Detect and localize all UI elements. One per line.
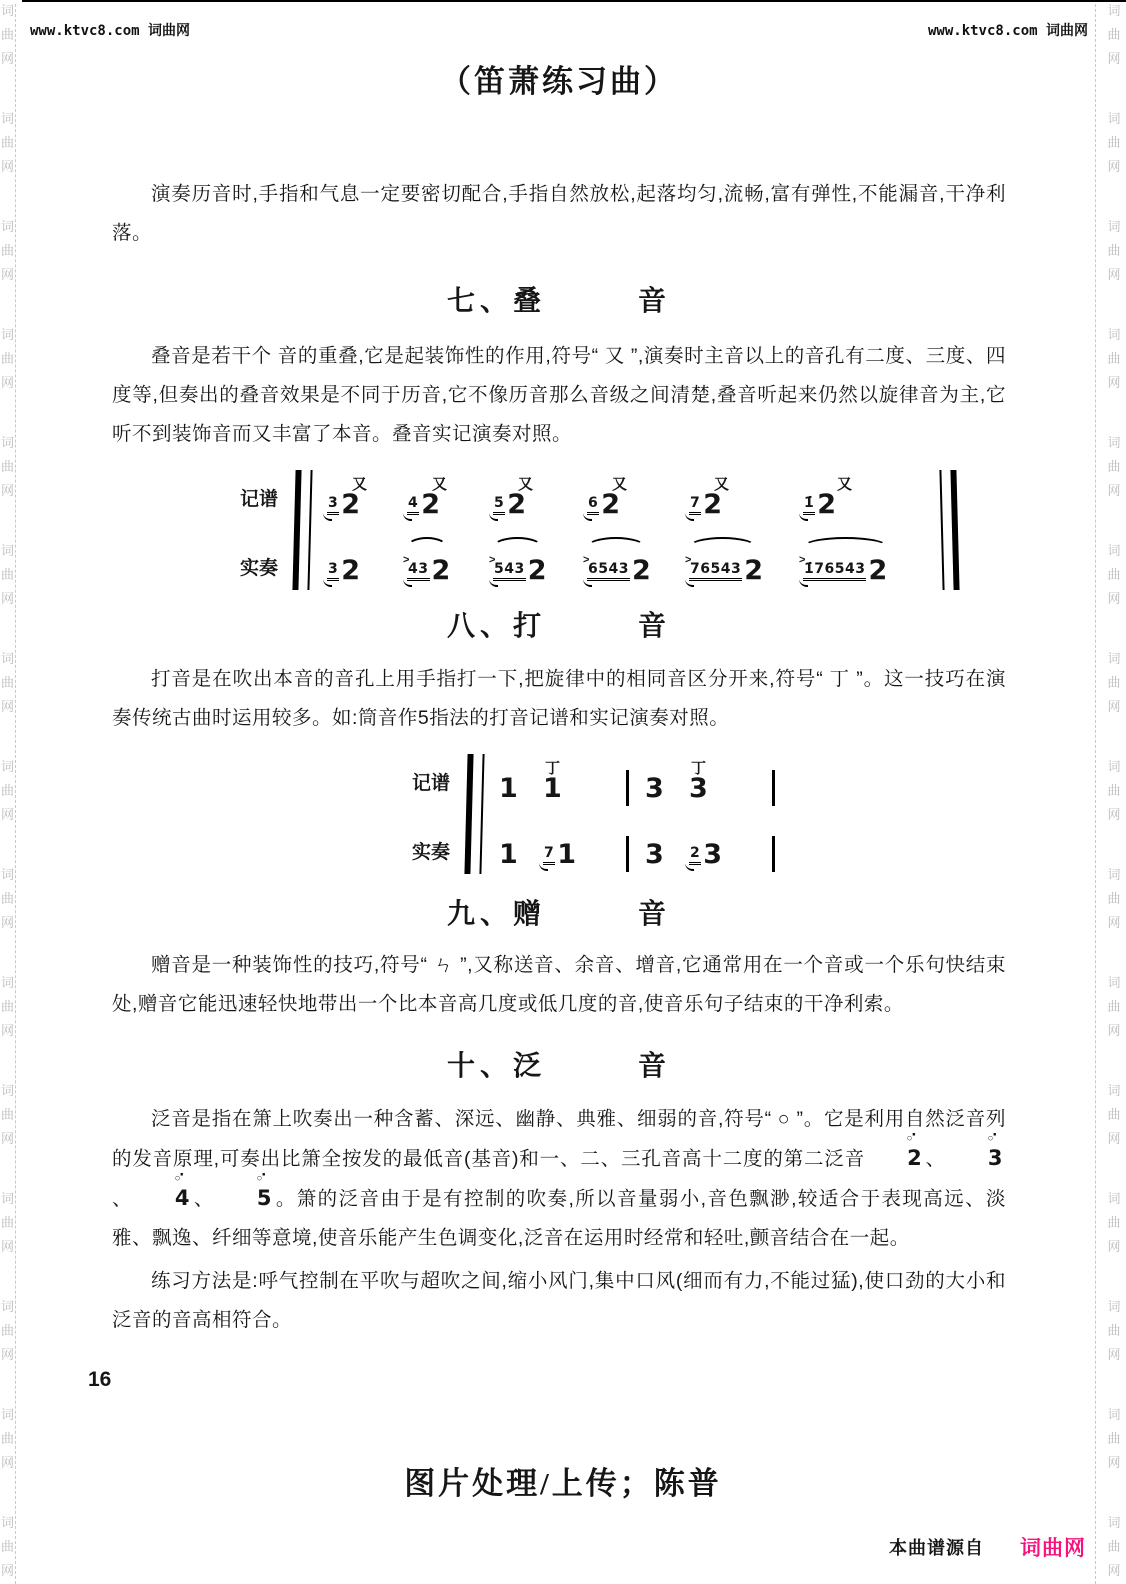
watermark-char: 曲	[1107, 1323, 1121, 1338]
grace-notes: 543	[493, 561, 526, 581]
main-note: 2	[431, 555, 451, 586]
main-note: 3	[645, 839, 664, 870]
main-note: 2	[341, 555, 361, 586]
notation-cell	[645, 754, 689, 808]
closing-bracket	[939, 470, 959, 590]
heading-dayin	[112, 604, 1006, 644]
figure-row-labels	[240, 470, 294, 590]
page-title: （笛萧练习曲）	[440, 64, 678, 99]
watermark-char: 词	[0, 867, 14, 882]
watermark-char: 词	[1107, 327, 1121, 342]
notation-cell	[403, 536, 496, 590]
watermark-char: 曲	[1107, 1107, 1121, 1122]
slur-arc	[803, 537, 888, 556]
watermark-char: 网	[1107, 375, 1121, 390]
grace-notes: 3	[327, 495, 339, 515]
ornament-mark: 又	[432, 476, 448, 493]
watermark-char: 词	[1107, 435, 1121, 450]
watermark-char: 曲	[1107, 27, 1121, 42]
note-separator: 、	[193, 1188, 215, 1210]
watermark-char: 网	[1107, 1131, 1121, 1146]
slur-arc	[689, 537, 756, 556]
notation-cell	[645, 820, 689, 874]
watermark-char: 网	[0, 375, 14, 390]
harmonic-circle-mark: ○	[906, 1131, 913, 1144]
slur-arc	[587, 537, 645, 556]
page-number: 16	[88, 1368, 112, 1391]
overtone-note-number: 5	[256, 1186, 272, 1210]
watermark-char: 词	[1107, 1083, 1121, 1098]
watermark-char: 曲	[1107, 783, 1121, 798]
ornament-mark: 丁	[545, 760, 561, 777]
watermark-char: 曲	[0, 135, 14, 150]
main-note: 2	[527, 555, 547, 586]
heading-zengyin-left: 九、赠	[446, 898, 546, 929]
watermark-char: 词	[1107, 4, 1121, 18]
notation-cell	[407, 470, 493, 524]
overtone-note-number: 4	[174, 1186, 191, 1210]
watermark-char: 网	[0, 807, 14, 822]
grace-notes: 3	[327, 561, 339, 581]
notation-cell	[803, 470, 929, 524]
paragraph-intro: 演奏历音时,手指和气息一定要密切配合,手指自然放松,起落均匀,流畅,富有弹性,不能漏音,干净利落。	[112, 183, 1006, 244]
heading-fanyin-left: 十、泛	[446, 1050, 546, 1081]
watermark-char: 网	[1107, 1563, 1121, 1578]
label-shizou: 实奏	[240, 558, 279, 579]
watermark-char: 网	[1107, 1455, 1121, 1470]
opening-bracket	[464, 754, 484, 874]
watermark-char: 网	[0, 1563, 14, 1578]
watermark-char: 词	[0, 4, 14, 18]
watermark-char: 曲	[0, 1107, 14, 1122]
watermark-char: 曲	[1107, 1431, 1121, 1446]
main-note: 2	[507, 489, 527, 520]
overtone-note	[949, 1125, 1003, 1179]
watermark-char: 网	[0, 51, 14, 66]
watermark-char: 网	[0, 591, 14, 606]
accent-mark: >	[685, 554, 692, 566]
grace-notes: 1̇	[803, 495, 815, 515]
watermark-char: 曲	[0, 351, 14, 366]
main-note: 1	[543, 773, 562, 804]
upload-credit: 图片处理/上传；陈普	[404, 1466, 722, 1501]
watermark-char: 曲	[0, 567, 14, 582]
watermark-char: 词	[0, 1191, 14, 1206]
overtone-note	[218, 1165, 272, 1219]
ornament-mark: 又	[518, 476, 534, 493]
watermark-char: 词	[0, 219, 14, 234]
watermark-char: 曲	[0, 675, 14, 690]
main-note: 3	[689, 773, 708, 804]
watermark-char: 词	[0, 435, 14, 450]
main-note: 2	[868, 555, 888, 586]
barline	[626, 770, 629, 806]
grace-notes: 43	[407, 561, 429, 581]
label-shizou: 实奏	[412, 842, 451, 863]
overtone-note-number: 2	[907, 1146, 923, 1170]
watermark-char: 曲	[0, 1215, 14, 1230]
watermark-char: 网	[1107, 1239, 1121, 1254]
notation-cell	[799, 536, 929, 590]
watermark-char: 词	[0, 759, 14, 774]
page-header	[30, 20, 1088, 40]
paragraph-dieyin: 叠音是若干个 音的重叠,它是起装饰性的作用,符号“ 又 ”,演奏时主音以上的音孔有二度、三度、四度等,但奏出的叠音效果是不同于历音,它不像历音那么音级之间清楚,叠音听起来仍然以旋律音为主,它听不到装饰音而又丰富了本音。叠音实记演奏对照。	[112, 345, 1006, 445]
watermark-char: 词	[1107, 651, 1121, 666]
notation-cell	[499, 820, 543, 874]
watermark-char: 曲	[0, 1323, 14, 1338]
heading-dieyin-right: 音	[638, 285, 672, 316]
heading-dayin-right: 音	[638, 610, 672, 641]
grace-notes: 1̇76543	[803, 561, 866, 581]
main-note: 2	[601, 489, 621, 520]
watermark-char: 词	[1107, 219, 1121, 234]
watermark-char: 词	[0, 651, 14, 666]
watermark-char: 曲	[0, 1539, 14, 1554]
ornament-mark: 又	[714, 476, 730, 493]
watermark-char: 词	[1107, 1515, 1121, 1530]
main-note: 2	[421, 489, 441, 520]
watermark-char: 曲	[1107, 675, 1121, 690]
paragraph-zengyin: 赠音是一种装饰性的技巧,符号“ ㄣ ”,又称送音、余音、增音,它通常用在一个音或一个乐句快结束处,赠音它能迅速轻快地带出一个比本音高几度或低几度的音,使音乐句子结束的干净利索。	[112, 954, 1006, 1015]
heading-dieyin	[112, 279, 1006, 319]
watermark-char: 词	[1107, 759, 1121, 774]
accent-mark: >	[489, 554, 496, 566]
watermark-char: 网	[1107, 1347, 1121, 1362]
watermark-char: 网	[0, 1131, 14, 1146]
note-separator: 、	[112, 1188, 133, 1210]
watermark-char: 词	[0, 1407, 14, 1422]
watermark-char: 网	[1107, 807, 1121, 822]
watermark-char: 曲	[0, 999, 14, 1014]
watermark-char: 曲	[1107, 135, 1121, 150]
slur-arc	[407, 537, 447, 556]
main-note: 3	[645, 773, 664, 804]
octave-dot-mark: ·	[179, 1165, 186, 1184]
heading-zengyin-right: 音	[638, 898, 672, 929]
notation-cell	[685, 536, 806, 590]
grace-notes: 4	[407, 495, 419, 515]
heading-dayin-left: 八、打	[446, 610, 546, 641]
harmonic-circle-mark: ○	[174, 1171, 181, 1184]
grace-notes: 6	[587, 495, 599, 515]
watermark-char: 网	[1107, 267, 1121, 282]
scan-edge-line	[22, 0, 1126, 2]
watermark-char: 网	[0, 267, 14, 282]
main-note: 1	[499, 773, 518, 804]
watermark-char: 曲	[1107, 459, 1121, 474]
heading-fanyin	[112, 1044, 1006, 1084]
watermark-char: 网	[1107, 51, 1121, 66]
watermark-char: 曲	[0, 27, 14, 42]
heading-fanyin-right: 音	[638, 1050, 672, 1081]
figure-row-labels	[412, 754, 466, 874]
notation-grid	[499, 754, 791, 874]
site-logo: 词曲网	[1020, 1537, 1086, 1560]
watermark-char: 词	[1107, 1191, 1121, 1206]
watermark-char: 词	[0, 1083, 14, 1098]
octave-dot-mark: ·	[911, 1125, 918, 1144]
barline	[626, 836, 629, 872]
watermark-char: 网	[0, 1347, 14, 1362]
watermark-char: 词	[1107, 1299, 1121, 1314]
notation-cell	[689, 754, 755, 808]
overtone-note-number: 3	[987, 1146, 1003, 1170]
main-note: 1	[557, 839, 577, 870]
header-site-url-left: www.ktvc8.com 词曲网	[30, 23, 191, 39]
barline	[772, 836, 775, 872]
overtone-note	[136, 1165, 191, 1219]
watermark-char: 网	[1107, 591, 1121, 606]
ornament-mark: 又	[352, 476, 368, 493]
watermark-char: 网	[0, 1455, 14, 1470]
watermark-char: 曲	[0, 243, 14, 258]
main-note: 2	[744, 555, 764, 586]
footer-source	[889, 1532, 1086, 1562]
label-jipu: 记谱	[412, 773, 451, 794]
watermark-char: 曲	[1107, 1215, 1121, 1230]
watermark-char: 词	[1107, 1407, 1121, 1422]
watermark-char: 网	[0, 159, 14, 174]
grace-notes: 7	[689, 495, 701, 515]
watermark-char: 曲	[1107, 351, 1121, 366]
watermark-char: 词	[0, 1515, 14, 1530]
watermark-char: 曲	[1107, 567, 1121, 582]
watermark-char: 网	[0, 915, 14, 930]
main-note: 2	[631, 555, 651, 586]
notation-cell	[327, 536, 410, 590]
grace-notes: 7	[543, 845, 555, 865]
notation-cell	[689, 820, 755, 874]
harmonic-circle-mark: ○	[256, 1171, 263, 1184]
watermark-char: 词	[1107, 543, 1121, 558]
watermark-char: 曲	[1107, 243, 1121, 258]
watermark-char: 网	[0, 1023, 14, 1038]
watermark-char: 网	[1107, 483, 1121, 498]
grace-notes: 2	[689, 845, 701, 865]
notation-cell	[583, 536, 692, 590]
heading-zengyin	[112, 892, 1006, 932]
overtone-note	[868, 1125, 923, 1179]
paragraph-practice: 练习方法是:呼气控制在平吹与超吹之间,缩小风门,集中口风(细而有力,不能过猛),使口劲的大小和泛音的音高相符合。	[112, 1270, 1006, 1331]
main-note: 2	[703, 489, 723, 520]
slur-arc	[493, 537, 542, 556]
notation-cell	[493, 470, 587, 524]
paragraph-fanyin	[112, 1100, 1006, 1258]
grace-notes: 76543	[689, 561, 742, 581]
octave-dot-mark: ·	[261, 1165, 268, 1184]
dayin-notation-figure	[412, 754, 1006, 874]
notation-cell	[499, 754, 543, 808]
harmonic-circle-mark: ○	[987, 1131, 994, 1144]
watermark-char: 网	[0, 1239, 14, 1254]
accent-mark: >	[583, 554, 590, 566]
ornament-mark: 丁	[691, 760, 707, 777]
opening-bracket	[292, 470, 312, 590]
label-jipu: 记谱	[240, 489, 279, 510]
watermark-char: 词	[0, 327, 14, 342]
watermark-char: 曲	[0, 1431, 14, 1446]
watermark-char: 曲	[0, 783, 14, 798]
notation-cell	[689, 470, 803, 524]
notation-cell	[543, 754, 609, 808]
fanyin-text-after: 。箫的泛音由于是有控制的吹奏,所以音量弱小,音色飘渺,较适合于表现高远、淡雅、飘逸、纤细等意境,使音乐能产生色调变化,泛音在运用时经常和轻吐,颤音结合在一起。	[112, 1188, 1006, 1249]
notation-grid	[327, 470, 929, 590]
notation-cell	[489, 536, 590, 590]
main-note: 2	[817, 489, 837, 520]
watermark-char: 词	[1107, 975, 1121, 990]
page-content	[0, 56, 1126, 1340]
main-note: 1	[499, 839, 518, 870]
watermark-char: 曲	[1107, 999, 1121, 1014]
watermark-char: 网	[1107, 1023, 1121, 1038]
accent-mark: >	[403, 554, 410, 566]
watermark-char: 网	[0, 699, 14, 714]
ornament-mark: 又	[612, 476, 628, 493]
watermark-char: 词	[0, 975, 14, 990]
heading-dieyin-left: 七、叠	[446, 285, 546, 316]
watermark-char: 网	[1107, 915, 1121, 930]
accent-mark: >	[799, 554, 806, 566]
main-note: 2	[341, 489, 361, 520]
watermark-char: 曲	[0, 459, 14, 474]
watermark-char: 网	[1107, 159, 1121, 174]
main-note: 3	[703, 839, 723, 870]
note-separator: 、	[925, 1148, 946, 1170]
ornament-mark: 又	[837, 476, 853, 493]
grace-notes: 6543	[587, 561, 630, 581]
watermark-char: 曲	[1107, 1539, 1121, 1554]
watermark-char: 曲	[1107, 891, 1121, 906]
grace-notes: 5	[493, 495, 505, 515]
watermark-char: 词	[1107, 111, 1121, 126]
notation-cell	[587, 470, 689, 524]
watermark-char: 曲	[0, 891, 14, 906]
notation-cell	[327, 470, 407, 524]
footer-source-text: 本曲谱源自	[889, 1538, 984, 1558]
barline	[772, 770, 775, 806]
notation-cell	[543, 820, 609, 874]
header-site-url-right: www.ktvc8.com 词曲网	[927, 23, 1088, 39]
watermark-char: 词	[0, 111, 14, 126]
watermark-char: 网	[0, 483, 14, 498]
watermark-char: 词	[1107, 867, 1121, 882]
paragraph-dayin: 打音是在吹出本音的音孔上用手指打一下,把旋律中的相同音区分开来,符号“ 丁 ”。这一技巧在演奏传统古曲时运用较多。如:筒音作5指法的打音记谱和实记演奏对照。	[112, 668, 1006, 729]
watermark-char: 网	[1107, 699, 1121, 714]
octave-dot-mark: ·	[992, 1125, 999, 1144]
fanyin-text-before: 泛音是指在箫上吹奏出一种含蓄、深远、幽静、典雅、细弱的音,符号“ ○ ”。它是利用自然泛音列的发音原理,可奏出比箫全按发的最低音(基音)和一、二、三孔音高十二度的第二泛音	[112, 1108, 1006, 1170]
watermark-char: 词	[0, 1299, 14, 1314]
watermark-char: 词	[0, 543, 14, 558]
dieyin-notation-figure	[240, 470, 1006, 590]
